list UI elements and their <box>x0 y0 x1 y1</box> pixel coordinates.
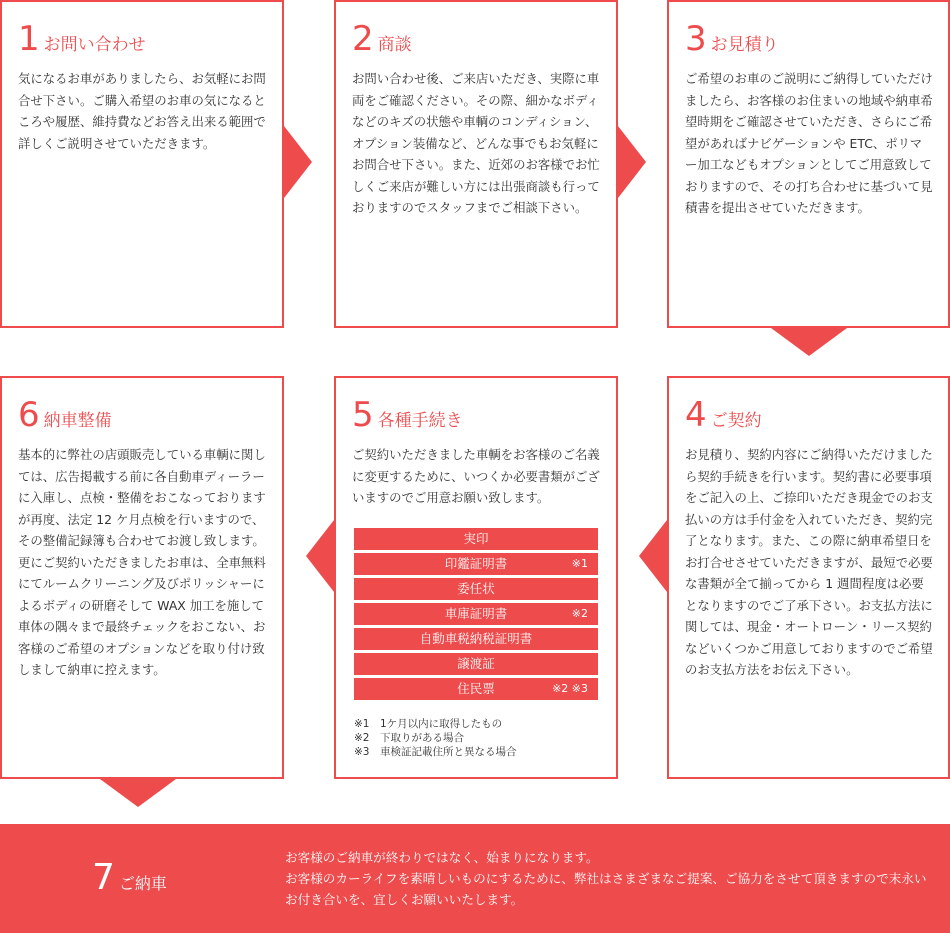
document-label: 住民票 <box>457 681 495 696</box>
step-4-card <box>667 376 950 779</box>
step-4-number: 4 <box>685 395 707 435</box>
step-7-line: お客様のカーライフを素晴しいものにするために、弊社はさまざまなご提案、ご協力をさせて頂きますので末永いお付き合いを、宜しくお願いいたします。 <box>285 871 927 907</box>
step-2-name: 商談 <box>377 35 412 55</box>
document-note: ※2 ※3 <box>552 682 588 695</box>
document-label: 車庫証明書 <box>444 606 508 621</box>
step-7-title <box>92 857 167 898</box>
document-item <box>354 578 598 600</box>
document-note: ※1 <box>571 557 588 570</box>
step-1-title <box>18 19 146 59</box>
step-1-number: 1 <box>18 19 40 59</box>
step-2-title <box>352 19 412 59</box>
step-4-title <box>685 395 762 435</box>
arrow-right-icon <box>284 126 312 198</box>
step-7-number: 7 <box>92 857 115 898</box>
step-5-name: 各種手続き <box>377 411 463 431</box>
step-2-number: 2 <box>352 19 374 59</box>
document-label: 委任状 <box>457 581 495 596</box>
required-documents-list <box>354 528 598 703</box>
step-7-name: ご納車 <box>118 874 167 893</box>
step-5-title <box>352 395 463 435</box>
step-3-title <box>685 19 779 59</box>
arrow-right-icon <box>618 126 646 198</box>
step-1-name: お問い合わせ <box>43 35 146 55</box>
step-6-number: 6 <box>18 395 40 435</box>
document-item <box>354 553 598 575</box>
document-label: 実印 <box>463 531 489 546</box>
document-note: ※2 <box>571 607 588 620</box>
final-step-banner <box>0 824 950 933</box>
document-item <box>354 628 598 650</box>
step-3-number: 3 <box>685 19 707 59</box>
step-6-name: 納車整備 <box>43 411 112 431</box>
document-label: 譲渡証 <box>457 656 495 671</box>
step-6-description: 基本的に弊社の店頭販売している車輌に関しては、広告掲載する前に各自動車ディーラーに入庫し、点検・整備をおこなっておりますが再度、法定 12 ケ月点検を行いますので、その整備記録簿も合わせてお渡し致します。更にご契約いただきましたお車は、全車無料にてルームクリーニング及びポリッシャーによるボディの研磨そして WAX 加工を施して車体の隅々まで最終チェックをおこない、お客様のご希望のオプションなどを取り付け致しまして納車に控えます。 <box>18 447 266 677</box>
step-3-description: ご希望のお車のご説明にご納得していただけましたら、お客様のお住まいの地域や納車希望時期をご確認させていただき、さらにご希望があればナビゲーションや ETC、ポリマー加工などもオプションとしてご用意致しておりますので、その打ち合わせに基づいて見積書を提出させていただきます。 <box>685 71 933 215</box>
step-7-description <box>285 847 935 910</box>
arrow-left-icon <box>306 520 334 592</box>
document-item <box>354 653 598 675</box>
document-footnotes <box>354 717 516 759</box>
step-3-name: お見積り <box>710 35 779 55</box>
footnote-3: ※3 車検証記載住所と異なる場合 <box>354 746 517 758</box>
step-5-description: ご契約いただきました車輌をお客様のご名義に変更するために、いつくか必要書類がございますのでご用意お願い致します。 <box>352 447 600 505</box>
step-7-line: お客様のご納車が終わりではなく、始まりになります。 <box>285 850 599 865</box>
document-label: 印鑑証明書 <box>444 556 508 571</box>
step-1-card <box>0 0 284 328</box>
document-label: 自動車税納税証明書 <box>419 631 533 646</box>
step-2-description: お問い合わせ後、ご来店いただき、実際に車両をご確認ください。その際、細かなボディなどのキズの状態や車輌のコンディション、オプション装備など、どんな事でもお気軽にお問合せ下さい。また、近郊のお客様でお忙しくご来店が難しい方には出張商談も行っておりますのでスタッフまでご相談下さい。 <box>352 71 600 215</box>
document-item <box>354 528 598 550</box>
arrow-down-icon <box>771 328 847 356</box>
document-item <box>354 603 598 625</box>
step-2-card <box>334 0 618 328</box>
footnote-1: ※1 1ケ月以内に取得したもの <box>354 718 503 730</box>
arrow-left-icon <box>639 520 667 592</box>
document-item <box>354 678 598 700</box>
step-5-number: 5 <box>352 395 374 435</box>
step-3-card <box>667 0 950 328</box>
arrow-down-icon <box>100 779 176 807</box>
footnote-2: ※2 下取りがある場合 <box>354 732 464 744</box>
step-4-name: ご契約 <box>710 411 762 431</box>
step-4-description: お見積り、契約内容にご納得いただけましたら契約手続きを行います。契約書に必要事項をご記入の上、ご捺印いただき現金でのお支払いの方は手付金を入れていただき、契約完了となります。また、この際に納車希望日をお打合せさせていただきますが、最短で必要な書類が全て揃ってから 1 週間程度は必要となりますのでご了承下さい。お支払方法に関しては、現金・オートローン・リース契約などいくつかご用意しておりますのでご希望のお支払方法をお伝え下さい。 <box>685 447 933 677</box>
step-6-card <box>0 376 284 779</box>
step-1-description: 気になるお車がありましたら、お気軽にお問合せ下さい。ご購入希望のお車の気になるところや履歴、維持費などお答え出来る範囲で詳しくご説明させていただきます。 <box>18 71 266 151</box>
step-6-title <box>18 395 112 435</box>
